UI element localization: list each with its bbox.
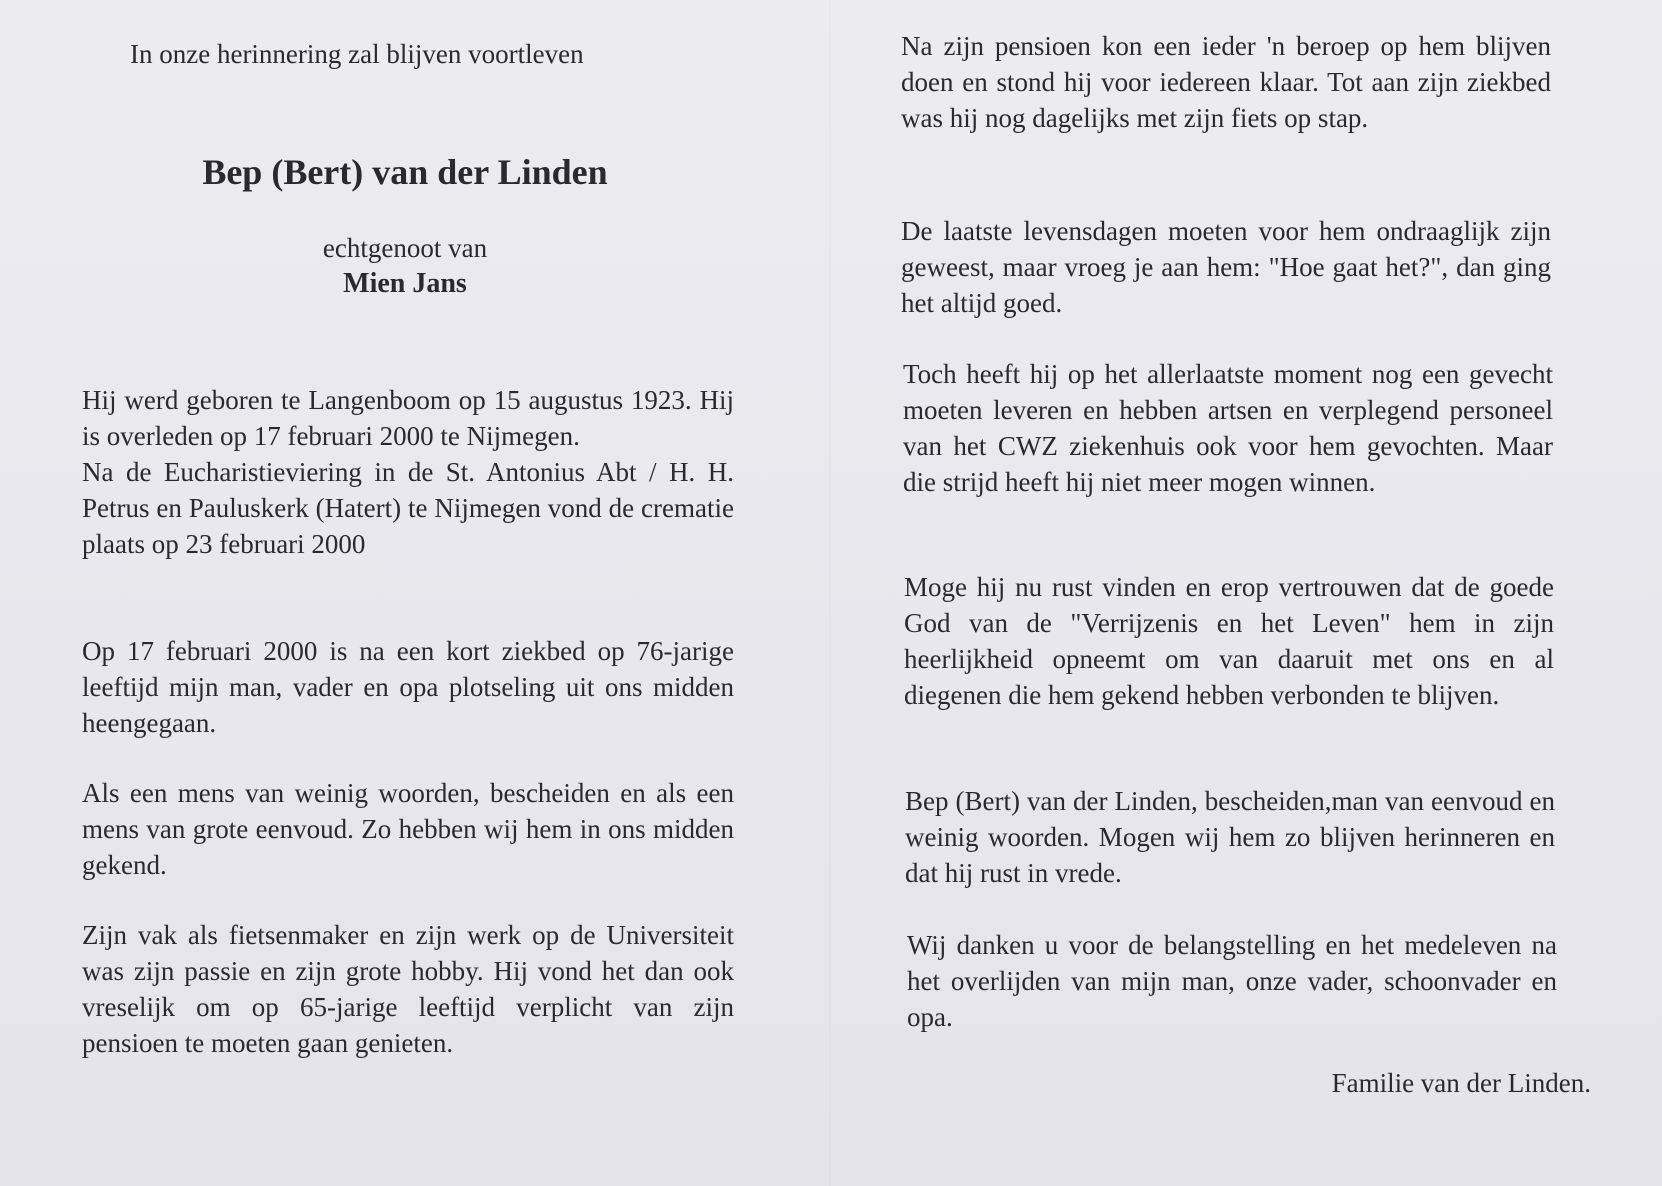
profession-paragraph: Zijn vak als fietsenmaker en zijn werk op de Universiteit was zijn passie en zijn grote hobby. Hij vond het dan ook vreselijk om op 65-jarige leeftijd verplicht van zijn pensioen te moeten gaan genieten. [82,920,734,1058]
passing-paragraph: Op 17 februari 2000 is na een kort ziekbed op 76-jarige leeftijd mijn man, vader en opa plotseling uit ons midden heengegaan. [82,636,734,738]
family-signature: Familie van der Linden. [1331,1068,1591,1098]
thanks-paragraph: Wij danken u voor de belangstelling en het medeleven na het overlijden van mijn man, onze vader, schoonvader en opa. [907,930,1557,1032]
birth-death-block [82,382,734,562]
remembrance-paragraph: Bep (Bert) van der Linden, bescheiden,man van eenvoud en weinig woorden. Mogen wij hem zo blijven herinneren en dat hij rust in vrede. [905,786,1555,888]
ceremony-paragraph: Na de Eucharistieviering in de St. Antonius Abt / H. H. Petrus en Pauluskerk (Hatert) te Nijmegen vond de crematie plaats op 23 februari 2000 [82,457,734,559]
retirement-paragraph: Na zijn pensioen kon een ieder 'n beroep op hem blijven doen en stond hij voor iedereen klaar. Tot aan zijn ziekbed was hij nog dagelijks met zijn fiets op stap. [901,31,1551,133]
spouse-name: Mien Jans [343,268,467,299]
deceased-name: Bep (Bert) van der Linden [202,152,608,192]
prayer-paragraph: Moge hij nu rust vinden en erop vertrouwen dat de goede God van de "Verrijzenis en het Leven" hem in zijn heerlijkheid opneemt om van daaruit met ons en al diegenen die hem gekend hebben verbonden te blijven. [904,572,1554,710]
right-page [831,0,1662,1186]
spouse-label: echtgenoot van [322,233,488,263]
final-struggle-paragraph: Toch heeft hij op het allerlaatste moment nog een gevecht moeten leveren en hebben artsen en verplegend personeel van het CWZ ziekenhuis ook voor hem gevochten. Maar die strijd heeft hij niet meer mogen winnen. [903,359,1553,497]
last-days-paragraph: De laatste levensdagen moeten voor hem ondraaglijk zijn geweest, maar vroeg je aan hem: "Hoe gaat het?", dan ging het altijd goed. [901,216,1551,318]
character-paragraph: Als een mens van weinig woorden, bescheiden en als een mens van grote eenvoud. Zo hebben wij hem in ons midden gekend. [82,778,734,880]
birth-death-paragraph: Hij werd geboren te Langenboom op 15 augustus 1923. Hij is overleden op 17 februari 2000 te Nijmegen. [82,385,734,451]
memorial-motto: In onze herinnering zal blijven voortleven [130,39,584,69]
